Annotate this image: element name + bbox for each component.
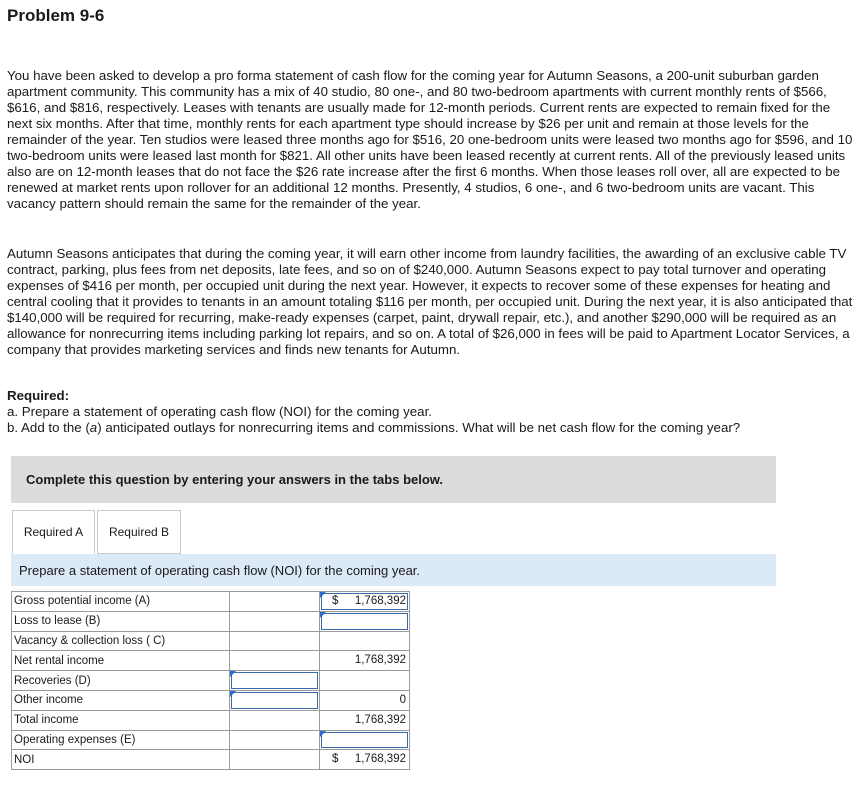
instructions-banner: Complete this question by entering your answers in the tabs below. <box>11 456 776 503</box>
table-row <box>12 710 410 730</box>
answer-flag-icon <box>320 592 326 598</box>
noi-statement-table <box>11 591 410 770</box>
mid-cell <box>230 750 320 770</box>
row-label: Other income <box>12 690 230 710</box>
noi-value: $ 1,768,392 <box>320 750 410 770</box>
other-income-value: 0 <box>320 690 410 710</box>
row-label: Operating expenses (E) <box>12 730 230 750</box>
table-row <box>12 671 410 691</box>
problem-title: Problem 9-6 <box>7 6 105 25</box>
row-label: Vacancy & collection loss ( C) <box>12 631 230 651</box>
table-row <box>12 651 410 671</box>
vacancy-loss-cell <box>320 631 410 651</box>
required-section <box>7 388 857 436</box>
required-heading: Required: <box>7 388 70 403</box>
mid-cell <box>230 651 320 671</box>
table-row <box>12 690 410 710</box>
recoveries-value-cell <box>320 671 410 691</box>
tab-instruction: Prepare a statement of operating cash flow (NOI) for the coming year. <box>11 554 776 586</box>
row-label: Total income <box>12 710 230 730</box>
table-row <box>12 592 410 612</box>
table-row <box>12 611 410 631</box>
answer-flag-icon <box>230 671 236 677</box>
table-row <box>12 730 410 750</box>
row-label: NOI <box>12 750 230 770</box>
dollar-sign: $ <box>332 595 339 607</box>
answer-flag-icon <box>320 612 326 618</box>
row-label: Loss to lease (B) <box>12 611 230 631</box>
recoveries-input[interactable] <box>230 671 320 691</box>
table-row <box>12 750 410 770</box>
answer-flag-icon <box>230 691 236 697</box>
required-a-text: a. Prepare a statement of operating cash flow (NOI) for the coming year. <box>7 404 432 419</box>
other-income-input[interactable] <box>230 690 320 710</box>
problem-paragraph-2: Autumn Seasons anticipates that during the coming year, it will earn other income from laundry facilities, the awarding of an exclusive cable TV contract, parking, plus fees from net deposits, late fees, and so on of $240,000. Autumn Seasons expect to pay total turnover and operating expenses of $416 per month, per occupied unit during the next year. However, it expects to recover some of these expenses for heating and central cooling that it provides to tenants in an amount totaling $116 per month, per occupied unit. During the next year, it is also anticipated that $140,000 will be required for recurring, make-ready expenses (carpet, paint, drywall repair, etc.), and another $290,000 will be required as an allowance for nonrecurring items including parking lot repairs, and so on. A total of $26,000 in fees will be paid to Apartment Locator Services, a company that provides marketing services and finds new tenants for Autumn. <box>7 246 853 357</box>
net-rental-income-value: 1,768,392 <box>320 651 410 671</box>
mid-cell <box>230 710 320 730</box>
total-income-value: 1,768,392 <box>320 710 410 730</box>
tab-required-b[interactable]: Required B <box>97 510 181 554</box>
mid-cell <box>230 631 320 651</box>
answer-flag-icon <box>320 731 326 737</box>
table-row <box>12 631 410 651</box>
mid-cell <box>230 592 320 612</box>
row-label: Recoveries (D) <box>12 671 230 691</box>
problem-paragraph-1: You have been asked to develop a pro forma statement of cash flow for the coming year for Autumn Seasons, a 200-unit suburban garden apartment community. This community has a mix of 40 studio, 80 one-, and 80 two-bedroom apartments with current monthly rents of $566, $616, and $816, respectively. Leases with tenants are usually made for 12-month periods. Current rents are expected to remain fixed for the next six months. After that time, monthly rents for each apartment type should increase by $26 per unit and remain at those levels for the remainder of the year. Ten studios were leased three months ago for $516, 20 one-bedroom units were leased two months ago for $596, and 10 two-bedroom units were leased last month for $821. All other units have been leased recently at current rents. All of the previously leased units also are on 12-month leases that do not face the $26 rate increase after the first 6 months. When those leases roll over, all are expected to be renewed at market rents upon rollover for an additional 12 months. Presently, 4 studios, 6 one-, and 6 two-bedroom units are vacant. This vacancy pattern should remain the same for the remainder of the year. <box>7 68 853 211</box>
row-label: Gross potential income (A) <box>12 592 230 612</box>
loss-to-lease-input[interactable] <box>320 611 410 631</box>
gross-potential-income-input[interactable]: $ 1,768,392 <box>320 592 410 612</box>
mid-cell <box>230 730 320 750</box>
row-label: Net rental income <box>12 651 230 671</box>
dollar-sign: $ <box>332 753 339 766</box>
operating-expenses-input[interactable] <box>320 730 410 750</box>
mid-cell <box>230 611 320 631</box>
required-b-text: b. Add to the (a) anticipated outlays for nonrecurring items and commissions. What will be net cash flow for the coming year? <box>7 420 741 435</box>
tab-required-a[interactable]: Required A <box>12 510 95 554</box>
